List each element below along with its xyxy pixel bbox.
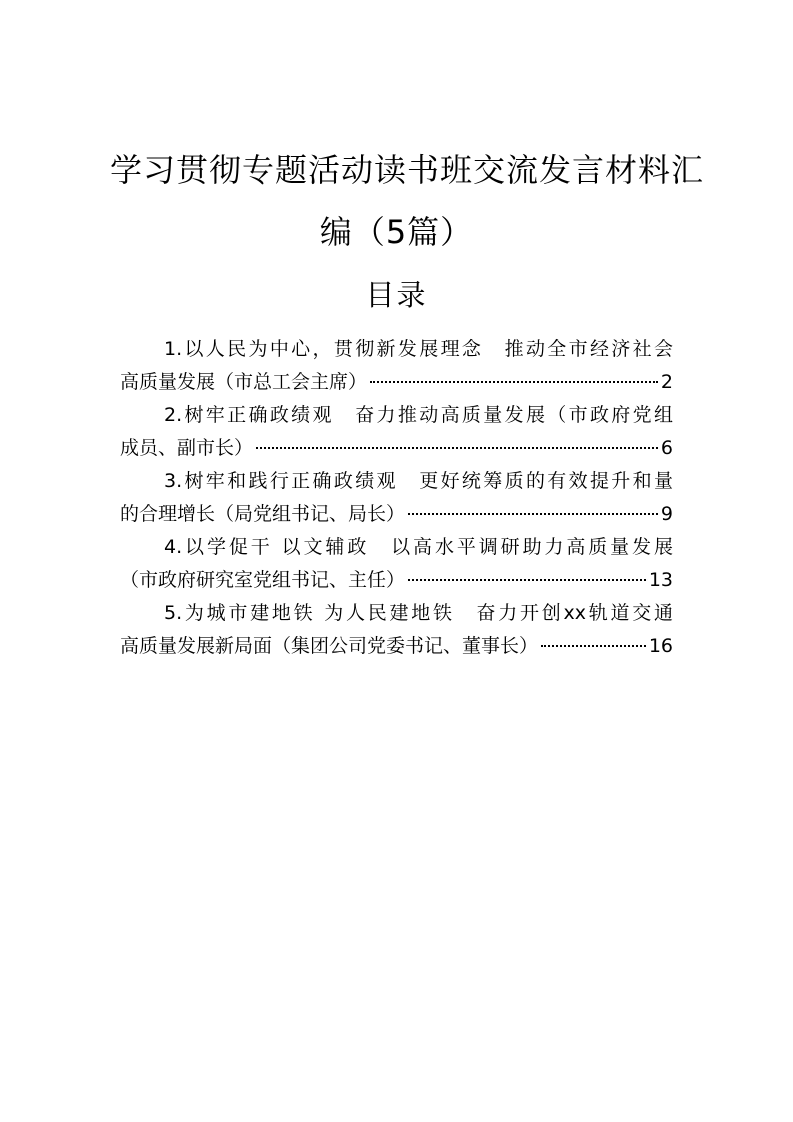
toc-entry-title-line2-row (120, 432, 673, 465)
toc-entry-5[interactable] (120, 597, 673, 663)
toc-entry-title-line2: 高质量发展新局面（集团公司党委书记、董事长） (120, 635, 539, 657)
toc-entry-1[interactable] (120, 333, 673, 399)
toc-page-number: 2 (660, 371, 673, 393)
toc-page-number: 16 (648, 635, 673, 657)
document-title-line2: 编（5篇） (319, 213, 474, 251)
toc-entry-title-line2: 成员、副市长） (120, 437, 254, 459)
toc-page-number: 9 (660, 503, 673, 525)
toc-entry-title-line1: 3.树牢和践行正确政绩观 更好统筹质的有效提升和量 (164, 470, 673, 492)
toc-dot-leader (370, 381, 658, 383)
toc-entry-title-line2: （市政府研究室党组书记、主任） (120, 569, 406, 591)
toc-dot-leader (408, 513, 658, 515)
toc-entry-title-line2: 的合理增长（局党组书记、局长） (120, 503, 406, 525)
toc-dot-leader (541, 645, 646, 647)
toc-entry-title-line1: 2.树牢正确政绩观 奋力推动高质量发展（市政府党组 (164, 404, 673, 426)
document-title-line1: 学习贯彻专题活动读书班交流发言材料汇 (110, 151, 705, 189)
toc-entry-title-line2-row (120, 630, 673, 663)
table-of-contents (120, 333, 673, 663)
toc-dot-leader (408, 579, 646, 581)
toc-dot-leader (256, 447, 658, 449)
toc-entry-title-line1: 4.以学促干 以文辅政 以高水平调研助力高质量发展 (164, 536, 673, 558)
toc-entry-title-line2-row (120, 366, 673, 399)
toc-entry-title-line1: 1.以人民为中心，贯彻新发展理念 推动全市经济社会 (164, 338, 673, 360)
toc-entry-title-line2-row (120, 564, 673, 597)
toc-entry-4[interactable] (120, 531, 673, 597)
toc-page-number: 13 (648, 569, 673, 591)
toc-page-number: 6 (660, 437, 673, 459)
toc-entry-title-line2: 高质量发展（市总工会主席） (120, 371, 368, 393)
toc-entry-title-line1: 5.为城市建地铁 为人民建地铁 奋力开创xx轨道交通 (164, 602, 673, 624)
toc-entry-title-line2-row (120, 498, 673, 531)
toc-entry-2[interactable] (120, 399, 673, 465)
toc-heading: 目录 (365, 278, 428, 312)
toc-entry-3[interactable] (120, 465, 673, 531)
